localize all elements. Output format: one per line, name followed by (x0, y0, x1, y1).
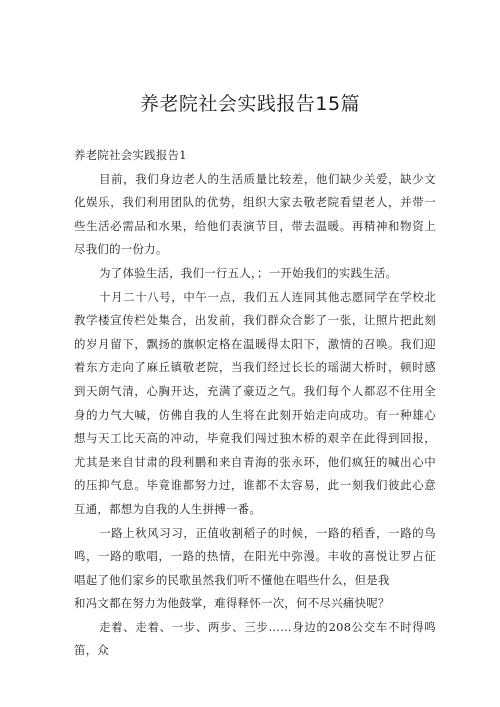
paragraph: 一路上秋风习习，正值收割稻子的时候，一路的稻香，一路的鸟鸣，一路的歌唱，一路的热情，在阳光中弥漫。丰收的喜悦让罗占征唱起了他们家乡的民歌虽然我们听不懂他在唱些什么，但是我 (74, 525, 436, 587)
paragraph: 十月二十八号，中午一点，我们五人连同其他志愿同学在学校北教学楼宣传栏处集合，出发前，我们群众合影了一张，让照片把此刻的岁月留下，飘扬的旗帜定格在温暖得太阳下，激情的召唤。我们迎着东方走向了麻丘镇敬老院，当我们经过长长的瑶湖大桥时，顿时感到天朗气清，心胸开达，充满了豪迈之气。我们每个人都忍不住用全身的力气大喊，仿佛自我的人生将在此刻开始走向成功。有一种雄心想与天工比天高的冲动，毕竟我们闯过独木桥的艰辛在此得到回报，尤其是来自甘肃的段利鹏和来自青海的张永环，他们疯狂的喊出心中的压抑气息。毕竟谁都努力过，谁都不太容易，此一刻我们彼此心意互通，都想为自我的人生拼搏一番。 (74, 289, 436, 516)
paragraph: 走着、走着、一步、两步、三步……身边的208公交车不时得鸣笛，众 (74, 619, 436, 658)
document-title: 养老院社会实践报告15篇 (139, 93, 361, 115)
paragraph: 为了体验生活，我们一行五人，；一开始我们的实践生活。 (99, 265, 398, 280)
paragraph: 目前，我们身边老人的生活质量比较差，他们缺少关爱，缺少文化娱乐，我们利用团队的优势，组织大家去敬老院看望老人，并带一些生活必需品和水果，给他们表演节目，带去温暖。再精神和物资上尽我们的一份力。 (74, 171, 436, 257)
paragraph: 和冯文都在努力为他鼓掌，难得释怀一次，何不尽兴痛快呢？ (74, 596, 390, 611)
document-body (74, 144, 436, 663)
section-heading: 养老院社会实践报告1 (74, 148, 187, 162)
